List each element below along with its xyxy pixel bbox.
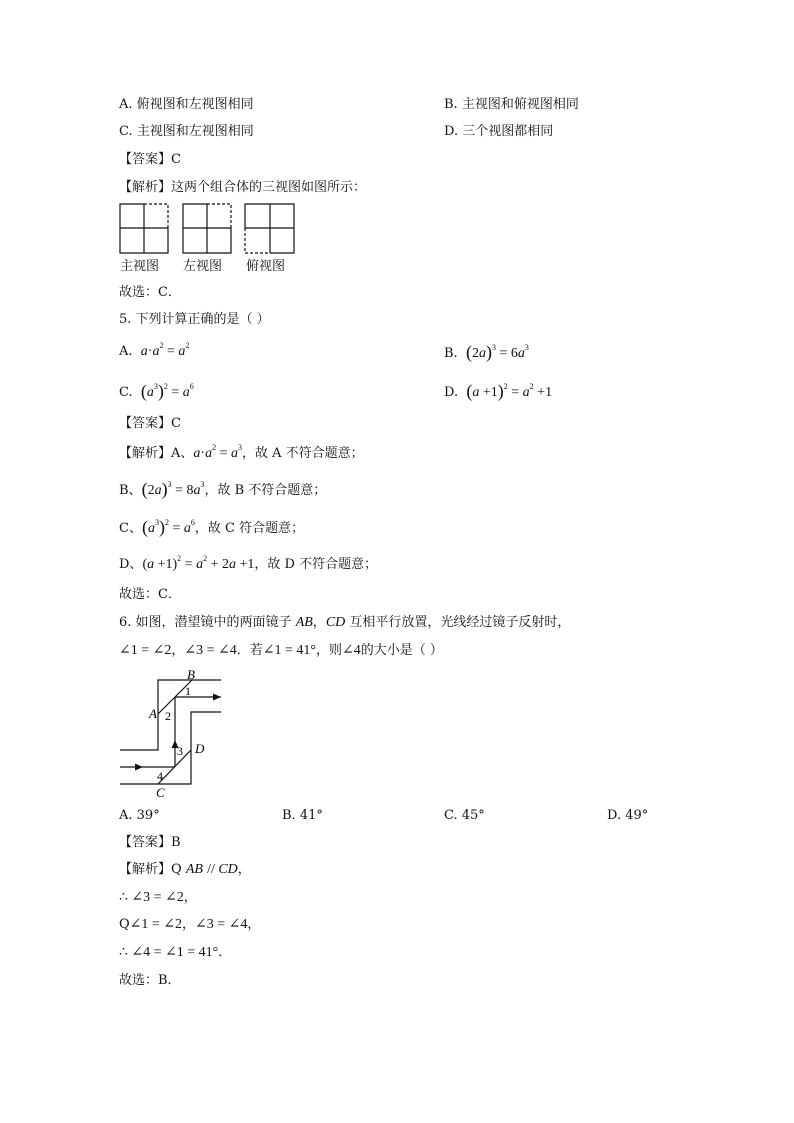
q5-conclusion: 故选：C． xyxy=(119,587,181,602)
q4-option-b: B. 主视图和俯视图相同 xyxy=(444,97,579,112)
q6-analysis-line2: ∴ ∠3 = ∠2， xyxy=(119,890,197,905)
q4-answer: 【答案】C xyxy=(119,152,181,167)
q5-analysis-b: B、$(2a)^3 = 8a^3$，故 B 不符合题意； xyxy=(119,479,327,499)
top-view-label: 俯视图 xyxy=(246,259,286,274)
q6-analysis-line1: 【解析】Q AB // CD， xyxy=(119,862,251,877)
label-c: C xyxy=(156,785,165,800)
q5-stem: 5. 下列计算正确的是（ ） xyxy=(119,312,270,327)
q6-answer: 【答案】B xyxy=(119,835,181,850)
q4-option-a: A. 俯视图和左视图相同 xyxy=(119,97,254,112)
q5-analysis-d: D、$(a +1)^2 = a^2 + 2a +1$，故 D 不符合题意； xyxy=(119,554,378,572)
q6-option-a: A. 39° xyxy=(119,808,160,823)
q5-analysis-c: C、$(a^3)^2 = a^6$，故 C 符合题意； xyxy=(119,517,305,537)
q5-option-a: A. $a\cdot a^2 = a^2$ xyxy=(119,341,190,359)
q6-analysis-line4: ∴ ∠4 = ∠1 = 41°． xyxy=(119,945,232,960)
label-1: 1 xyxy=(185,684,191,698)
label-d: D xyxy=(195,741,205,756)
q5-option-c: C. $(a^3)^2 = a^6$ xyxy=(119,381,194,401)
left-view-label: 左视图 xyxy=(183,259,223,274)
label-4: 4 xyxy=(157,769,163,783)
q5-analysis-a: 【解析】A、$a\cdot a^2 = a^3$，故 A 不符合题意； xyxy=(119,443,364,461)
q6-option-b: B. 41° xyxy=(282,808,323,823)
q6-analysis-line3: Q∠1 = ∠2，∠3 = ∠4， xyxy=(119,917,261,932)
q6-stem-line2: ∠1 = ∠2，∠3 = ∠4．若∠1 = 41°，则∠4的大小是（ ） xyxy=(119,643,443,658)
label-2: 2 xyxy=(165,709,171,723)
q6-option-c: C. 45° xyxy=(444,808,485,823)
q4-option-d: D. 三个视图都相同 xyxy=(444,124,554,139)
q4-analysis: 【解析】这两个组合体的三视图如图所示： xyxy=(119,180,367,195)
label-a: A xyxy=(149,706,157,721)
q5-option-b: B. $(2a)^3 = 6a^3$ xyxy=(444,342,529,362)
arrow-right-top xyxy=(213,694,221,701)
label-b: B xyxy=(187,668,195,682)
arrow-right-bottom xyxy=(135,764,143,771)
q6-stem-line1: 6. 如图，潜望镜中的两面镜子 AB，CD 互相平行放置，光线经过镜子反射时， xyxy=(119,615,571,630)
label-3: 3 xyxy=(177,744,183,758)
q5-option-d: D. $(a +1)^2 = a^2 +1$ xyxy=(444,381,553,401)
periscope-figure xyxy=(118,668,228,800)
three-views-figure xyxy=(118,202,298,258)
q5-answer: 【答案】C xyxy=(119,416,181,431)
q6-conclusion: 故选：B． xyxy=(119,973,181,988)
q6-option-d: D. 49° xyxy=(607,808,649,823)
main-view-label: 主视图 xyxy=(120,259,160,274)
q4-conclusion: 故选：C． xyxy=(119,285,181,300)
q4-option-c: C. 主视图和左视图相同 xyxy=(119,124,254,139)
